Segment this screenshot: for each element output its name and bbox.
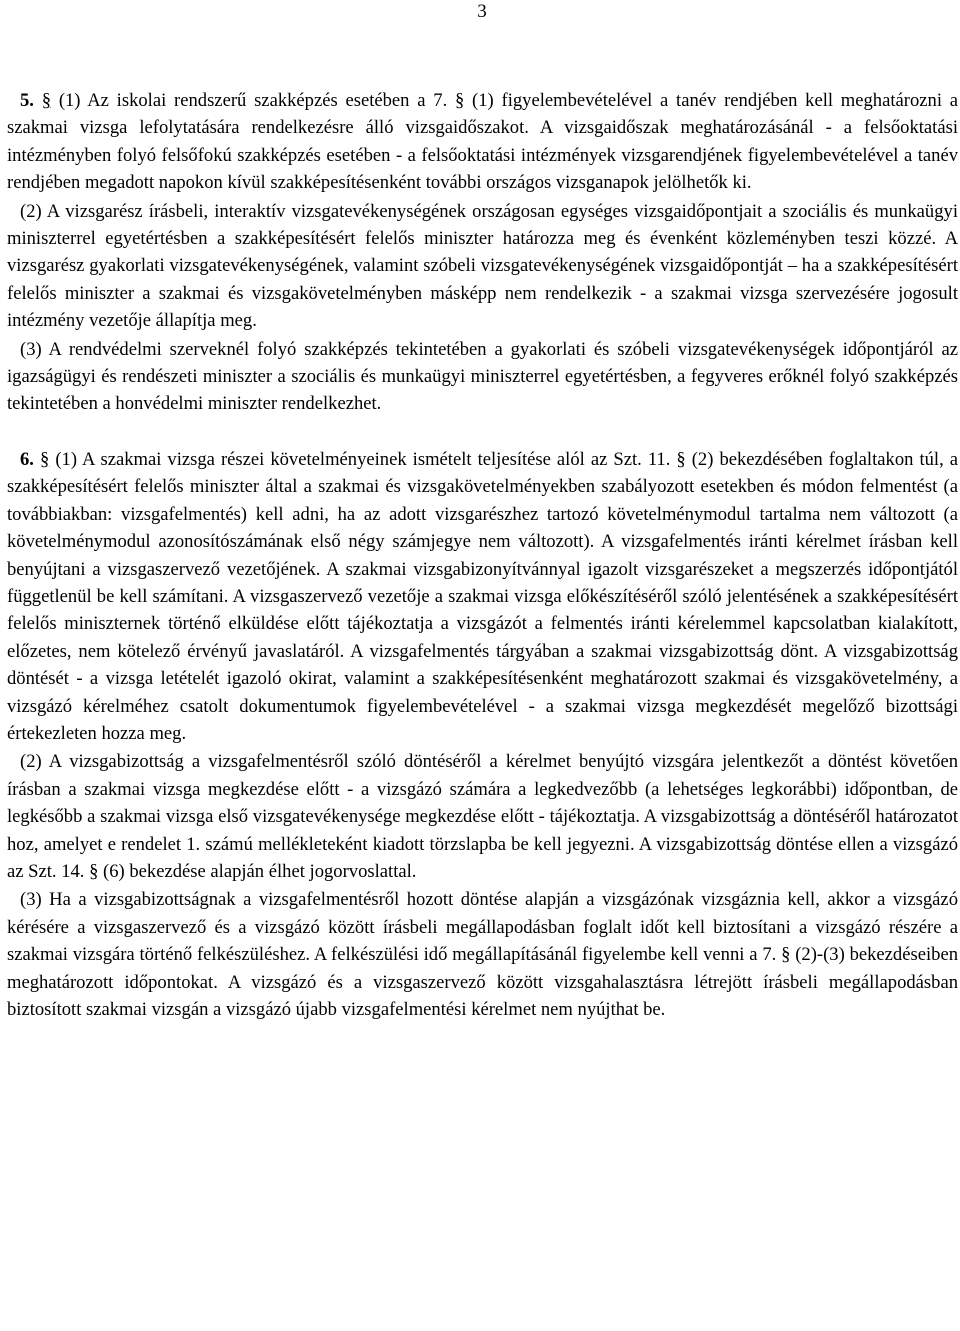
section-5-sign: §	[41, 90, 52, 111]
document-body	[7, 87, 958, 1023]
section-5-paragraph-1	[7, 87, 958, 197]
section-5-paragraph-1-text: (1) Az iskolai rendszerű szakképzés esetében a 7. § (1) figyelembevételével a tanév rendjében kell meghatározni a szakmai vizsga lefolytatására rendelkezésre álló vizsgaidőszakot. A vizsgaidőszak meghatározásánál - a felsőoktatási intézményben folyó felsőfokú szakképzés esetében - a felsőoktatási intézmények vizsgarendjének figyelembevételével a tanév rendjében megadott napokon kívül szakképesítésenként további országos vizsganapok jelölhetők ki.	[7, 90, 959, 194]
section-6-sign: §	[40, 448, 50, 470]
section-6-paragraph-1-text: (1) A szakmai vizsga részei követelményeinek ismételt teljesítése alól az Szt. 11. § (2) bekezdésében foglaltakon túl, a szakképesítésért felelős miniszter által a szakmai és vizsgakövetelményekben szabályozott esetekben és módon felmentést (a továbbiakban: vizsgafelmentés) kell adni, ha az adott vizsgarészhez tartozó követelménymodul tartalma nem változott (a követelménymodul azonosítószámának első négy számjegye nem változott). A vizsgafelmentés iránti kérelmet írásban kell benyújtani a vizsgaszervező vezetőjének. A szakmai vizsgabizonyítvánnyal igazolt vizsgarészeket a megszerzés időpontjától függetlenül be kell számítani. A vizsgaszervező vezetője a szakmai vizsga előkészítéséről szóló jelentésének a szakképesítésért felelős miniszternek történő elküldése előtt tájékoztatja a vizsgázót a felmentés iránti kérelemmel kapcsolatban kialakított, előzetes, nem kötelező érvényű javaslatáról. A vizsgafelmentés tárgyában a szakmai vizsgabizottság dönt. A vizsgabizottság döntését - a vizsga letételét igazoló okirat, valamint a szakképesítésenként meghatározott szakmai és vizsgakövetelmény, a vizsgázó kérelméhez csatolt dokumentumok figyelembevételével - a szakmai vizsga megkezdését megelőző bizottsági értekezleten hozza meg.	[7, 448, 959, 744]
section-5-paragraph-2: (2) A vizsgarész írásbeli, interaktív vizsgatevékenységének országosan egységes vizsgaidőpontjait a szociális és munkaügyi miniszterrel egyetértésben a szakképesítésért felelős miniszter határozza meg és évenként közleményben teszi közzé. A vizsgarész gyakorlati vizsgatevékenységének, valamint szóbeli vizsgatevékenységének vizsgaidőpontját – ha a szakképesítésért felelős miniszter a szakmai és vizsgakövetelményben másképp nem rendelkezik - a szakmai vizsga szervezésére jogosult intézmény vezetője állapítja meg.	[7, 200, 958, 332]
section-6-paragraph-3: (3) Ha a vizsgabizottságnak a vizsgafelmentésről hozott döntése alapján a vizsgázónak vizsgáznia kell, akkor a vizsgázó kérésére a vizsgaszervező és a vizsgázó között írásbeli megállapodásban foglalt időt kell biztosítani a vizsgázó részére a szakmai vizsgára történő felkészüléshez. A felkészülési idő megállapításánál figyelembe kell venni a 7. § (2)-(3) bekezdéseiben meghatározott időpontokat. A vizsgázó és a vizsgaszervező között vizsgahalasztásra létrejött írásbeli megállapodásban biztosított szakmai vizsgán a vizsgázó újabb vizsgafelmentési kérelmet nem nyújthat be.	[7, 889, 958, 1020]
section-6-paragraph-2: (2) A vizsgabizottság a vizsgafelmentésről szóló döntéséről a kérelmet benyújtó vizsgára jelentkezőt a döntést követően írásban a szakmai vizsga megkezdése előtt - a vizsgázó számára a legkedvezőbb (a lehetséges legkorábbi) időpontban, de legkésőbb a szakmai vizsga első vizsgatevékenysége megkezdése előtt - tájékoztatja. A vizsgabizottság a döntéséről határozatot hoz, amelyet e rendelet 1. számú mellékleteként kiadott törzslapba be kell jegyezni. A vizsgabizottság döntése ellen a vizsgázó az Szt. 14. § (6) bekezdése alapján élhet jogorvoslattal.	[7, 751, 958, 882]
section-gap	[7, 418, 958, 446]
section-6-paragraph-1	[7, 446, 958, 747]
section-5-number: 5.	[20, 90, 34, 111]
page-number: 3	[477, 1, 487, 22]
section-5-paragraph-3: (3) A rendvédelmi szerveknél folyó szakképzés tekintetében a gyakorlati és szóbeli vizsgatevékenységek időpontjáról az igazságügyi és rendészeti miniszter a szociális és munkaügyi miniszterrel egyetértésben, a fegyveres erőknél folyó szakképzés tekintetében a honvédelmi miniszter rendelkezhet.	[7, 338, 958, 415]
section-6-number: 6.	[20, 448, 34, 470]
